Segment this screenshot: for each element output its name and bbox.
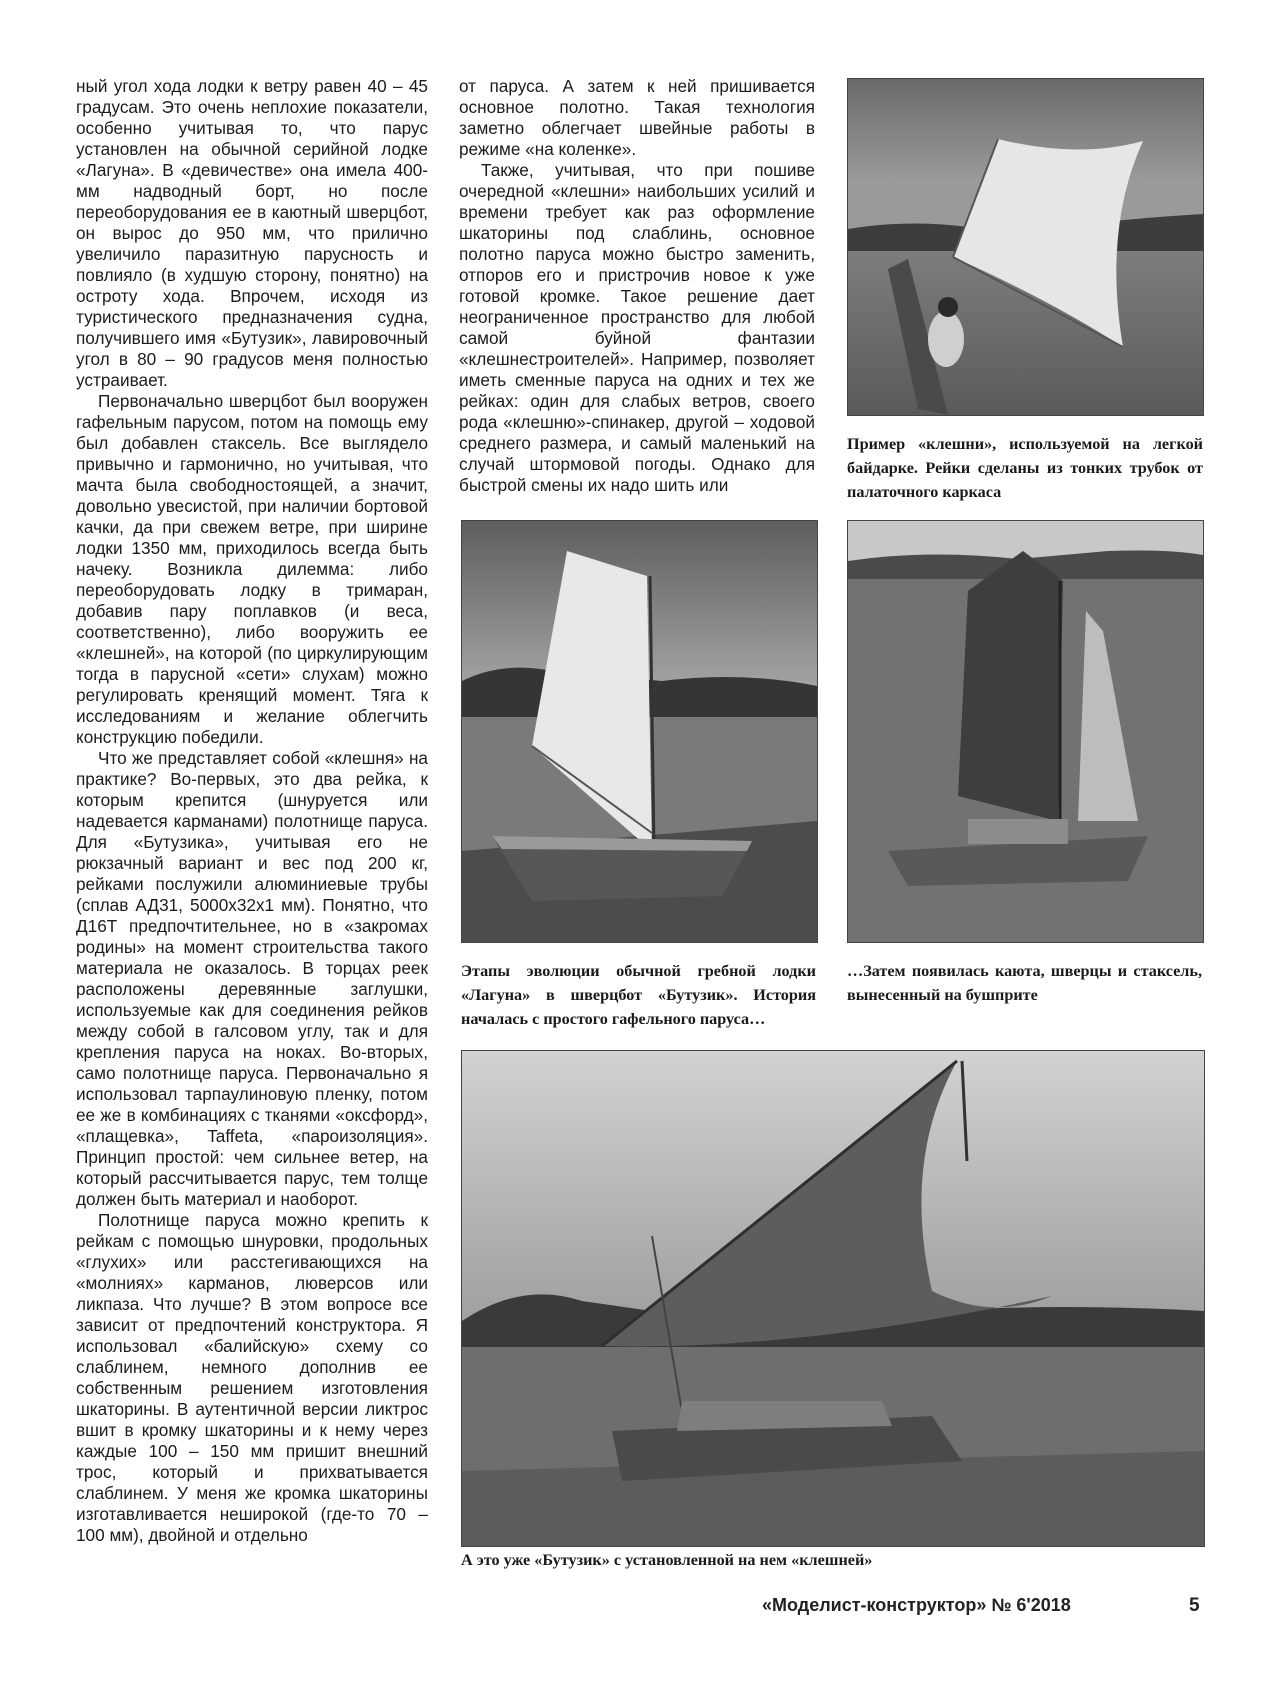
paragraph: от паруса. А затем к ней пришивается основное полотно. Такая технология заметно облегчает швейные работы в режиме «на коленке».: [459, 76, 815, 159]
paragraph: Первоначально шверцбот был вооружен гафельным парусом, потом на помощь ему был добавлен стаксель. Все выглядело привычно и гармонично, но учитывая, что мачта была свободностоящей, а значит, довольно увесистой, при наличии бортовой качки, да при свежем ветре, при ширине лодки 1350 мм, приходилось всегда быть начеку. Возникла дилемма: либо переоборудовать лодку в тримаран, добавив пару поплавков (и веса, соответственно), либо вооружить ее «клешней», на которой (по циркулирующим тогда в парусной «сети» слухам) можно регулировать кренящий момент. Тяга к исследованиям и желание облегчить конструкцию победили.: [76, 391, 428, 747]
paragraph: Что же представляет собой «клешня» на практике? Во-первых, это два рейка, к которым крепится (шнуруется или надевается карманами) полотнище паруса. Для «Бутузика», учитывая его не рюкзачный вариант и вес под 200 кг, рейками послужили алюминиевые трубы (сплав АД31, 5000х32х1 мм). Понятно, что Д16Т предпочтительнее, но в «закромах родины» на момент строительства такого материала не оказалось. В торцах реек расположены деревянные заглушки, используемые как для соединения рейков между собой в галсовом углу, так и для крепления паруса на ноках. Во-вторых, само полотнище паруса. Первоначально я использовал тарпаулиновую пленку, потом ее же в комбинациях с тканями «оксфорд», «плащевка», Taffeta, «пароизоляция». Принцип простой: чем сильнее ветер, на который рассчитывается парус, тем толще должен быть материал и наоборот.: [76, 748, 428, 1209]
photo-kayak-claw-sail: [847, 78, 1204, 416]
text-column-1: [76, 76, 428, 1546]
footer-page-number: 5: [1189, 1595, 1200, 1616]
footer-magazine-title: «Моделист-конструктор» № 6'2018: [762, 1595, 1071, 1615]
photo-butuzik-claw-sail: [461, 1050, 1205, 1547]
photo-boat-cabin-jib: [847, 520, 1204, 943]
caption-photo-2: Этапы эволюции обычной гребной лодки «Лагуна» в шверцбот «Бутузик». История началась с простого гафельного паруса…: [461, 962, 816, 1028]
text-column-2: [459, 76, 815, 496]
caption-photo-3: …Затем появилась каюта, шверцы и стаксель, вынесенный на бушприте: [847, 962, 1202, 1004]
paragraph: Также, учитывая, что при пошиве очередной «клешни» наибольших усилий и времени требует как раз оформление шкаторины под слаблинь, основное полотно паруса можно быстро заменить, отпоров его и пристрочив новое к уже готовой кромке. Такое решение дает неограниченное пространство для любой самой буйной фантазии «клешнестроителей». Например, позволяет иметь сменные паруса на одних и тех же рейках: один для слабых ветров, своего рода «клешню»-спинакер, другой – ходовой среднего размера, и самый маленький на случай штормовой погоды. Однако для быстрой смены их надо шить или: [459, 160, 815, 495]
paragraph: Полотнище паруса можно крепить к рейкам с помощью шнуровки, продольных «глухих» или расстегивающихся на «молниях» карманов, люверсов или ликпаза. Что лучше? В этом вопросе все зависит от предпочтений конструктора. Я использовал «балийскую» схему со слаблинем, немного дополнив ее собственным решением изготовления шкаторины. В аутентичной версии ликтрос вшит в кромку шкаторины и к нему через каждые 100 – 150 мм пришит внешний трос, который и прихватывается слаблинем. У меня же кромка шкаторины изготавливается неширокой (где-то 70 – 100 мм), двойной и отдельно: [76, 1210, 428, 1545]
caption-photo-1: Пример «клешни», используемой на легкой байдарке. Рейки сделаны из тонких трубок от палаточного каркаса: [847, 435, 1203, 501]
photo-boat-gaff-sail: [461, 520, 818, 943]
paragraph: ный угол хода лодки к ветру равен 40 – 45 градусам. Это очень неплохие показатели, особенно учитывая то, что парус установлен на обычной серийной лодке «Лагуна». В «девичестве» она имела 400-мм надводный борт, но после переоборудования ее в каютный шверцбот, он вырос до 950 мм, что прилично увеличило паразитную парусность и повлияло (в худшую сторону, понятно) на остроту хода. Впрочем, исходя из туристического предназначения судна, получившего имя «Бутузик», лавировочный угол в 80 – 90 градусов меня полностью устраивает.: [76, 76, 428, 390]
caption-photo-4: А это уже «Бутузик» с установленной на нем «клешней»: [461, 1551, 873, 1569]
